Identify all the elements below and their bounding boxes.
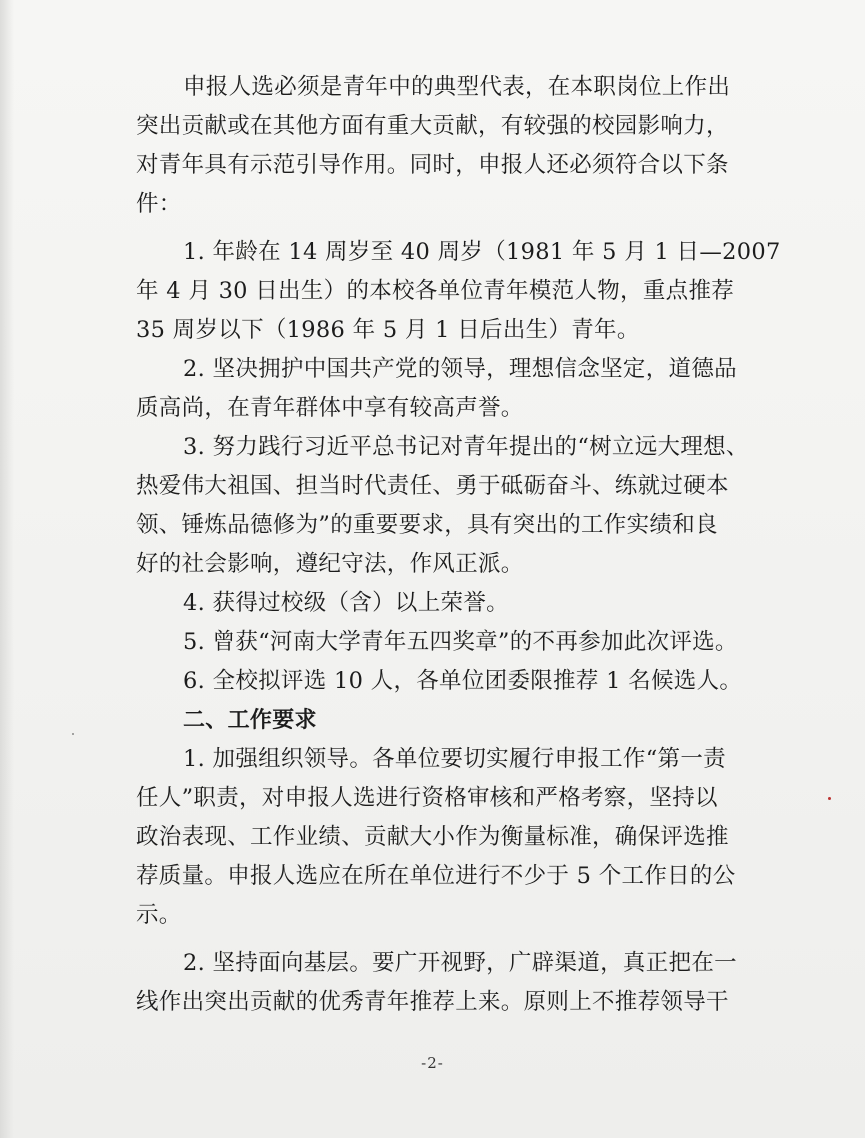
page-edge-shadow: [0, 0, 14, 1138]
list-item-line: 35 周岁以下（1986 年 5 月 1 日后出生）青年。: [136, 317, 640, 343]
list-item-line: 热爱伟大祖国、担当时代责任、勇于砥砺奋斗、练就过硬本: [136, 473, 729, 499]
list-item-line: 4. 获得过校级（含）以上荣誉。: [183, 590, 509, 616]
page-number: -2-: [421, 1054, 444, 1072]
section-heading: 二、工作要求: [183, 708, 317, 733]
list-item-line: 1. 加强组织领导。各单位要切实履行申报工作“第一责: [183, 746, 726, 772]
list-item-line: 2. 坚决拥护中国共产党的领导，理想信念坚定，道德品: [183, 356, 737, 382]
list-item-line: 2. 坚持面向基层。要广开视野，广辟渠道，真正把在一: [183, 950, 737, 976]
scan-speck: [72, 733, 74, 735]
list-item-line: 线作出突出贡献的优秀青年推荐上来。原则上不推荐领导干: [136, 989, 729, 1015]
list-item-line: 好的社会影响，遵纪守法，作风正派。: [136, 551, 524, 577]
paragraph-line: 对青年具有示范引导作用。同时，申报人还必须符合以下条: [136, 152, 729, 178]
list-item-line: 荐质量。申报人选应在所在单位进行不少于 5 个工作日的公: [136, 863, 736, 889]
list-item-line: 质高尚，在青年群体中享有较高声誉。: [136, 395, 524, 421]
paragraph-line: 申报人选必须是青年中的典型代表，在本职岗位上作出: [183, 74, 731, 100]
list-item-line: 1. 年龄在 14 周岁至 40 周岁（1981 年 5 月 1 日—2007: [183, 239, 781, 265]
document-body: [136, 68, 781, 1022]
list-item-line: 任人”职责，对申报人选进行资格审核和严格考察，坚持以: [136, 785, 718, 811]
paragraph-line: 突出贡献或在其他方面有重大贡献，有较强的校园影响力，: [136, 113, 729, 139]
list-item-line: 6. 全校拟评选 10 人，各单位团委限推荐 1 名候选人。: [183, 668, 743, 694]
scan-speck: [828, 797, 831, 800]
list-item-line: 3. 努力践行习近平总书记对青年提出的“树立远大理想、: [183, 434, 749, 460]
list-item-line: 年 4 月 30 日出生）的本校各单位青年模范人物，重点推荐: [136, 278, 735, 304]
list-item-line: 示。: [136, 902, 182, 928]
list-item-line: 领、锤炼品德修为”的重要要求，具有突出的工作实绩和良: [136, 512, 718, 538]
paragraph-line: 件：: [136, 191, 182, 217]
list-item-line: 5. 曾获“河南大学青年五四奖章”的不再参加此次评选。: [183, 629, 738, 655]
list-item-line: 政治表现、工作业绩、贡献大小作为衡量标准，确保评选推: [136, 824, 729, 850]
